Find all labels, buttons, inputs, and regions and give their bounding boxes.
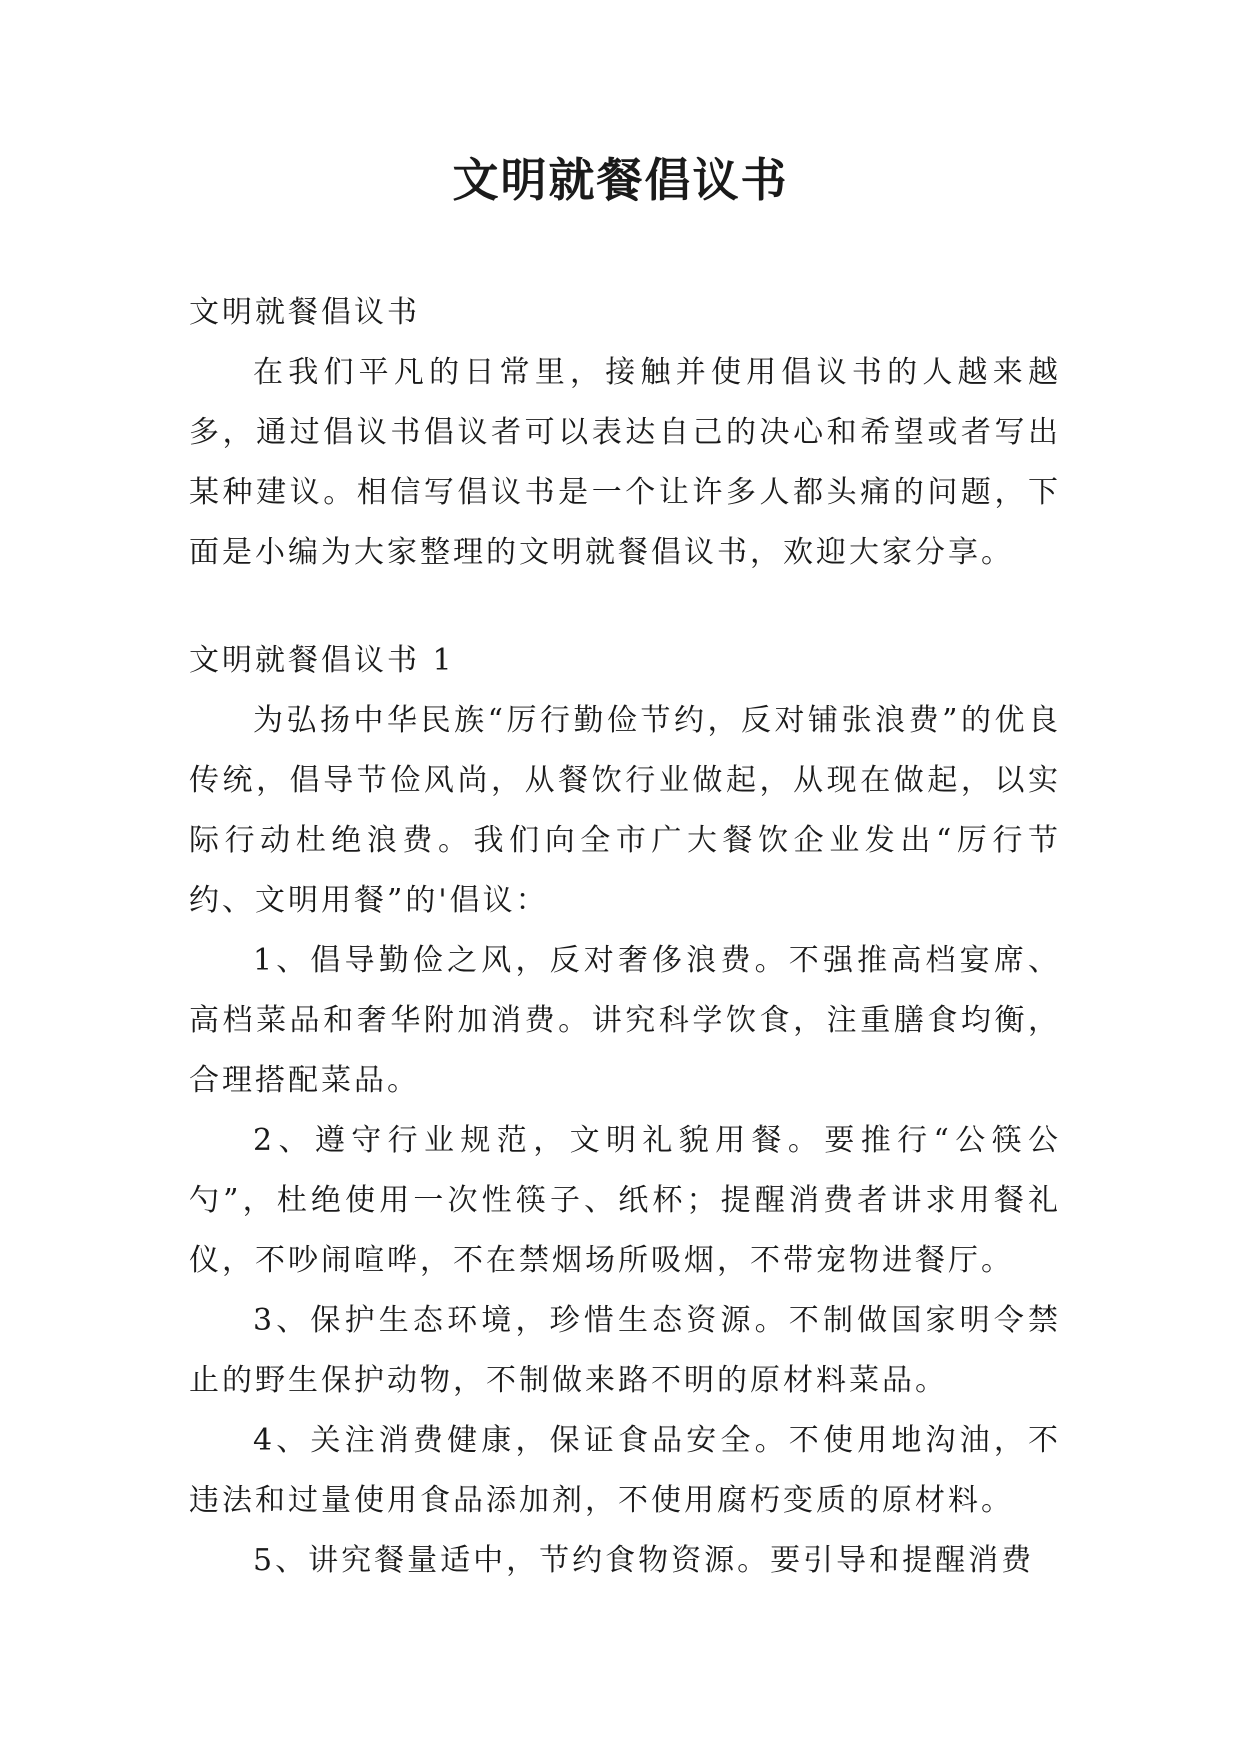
- proposal-item-2: 2、遵守行业规范，文明礼貌用餐。要推行“公筷公勺”，杜绝使用一次性筷子、纸杯；提醒消费者讲求用餐礼仪，不吵闹喧哗，不在禁烟场所吸烟，不带宠物进餐厅。: [189, 1123, 1061, 1278]
- proposal-item-3: 3、保护生态环境，珍惜生态资源。不制做国家明令禁止的野生保护动物，不制做来路不明的原材料菜品。: [189, 1303, 1061, 1398]
- document-title: 文明就餐倡议书: [452, 153, 789, 207]
- proposal-item-1: 1、倡导勤俭之风，反对奢侈浪费。不强推高档宴席、高档菜品和奢华附加消费。讲究科学饮食，注重膳食均衡，合理搭配菜品。: [189, 943, 1061, 1098]
- document-body: [189, 283, 1061, 1591]
- proposal-item-5: 5、讲究餐量适中，节约食物资源。要引导和提醒消费: [253, 1543, 1035, 1578]
- section-heading: 文明就餐倡议书 1: [189, 643, 455, 678]
- proposal-item-4: 4、关注消费健康，保证食品安全。不使用地沟油，不违法和过量使用食品添加剂，不使用腐朽变质的原材料。: [189, 1423, 1061, 1518]
- intro-paragraph: 在我们平凡的日常里，接触并使用倡议书的人越来越多，通过倡议书倡议者可以表达自己的决心和希望或者写出某种建议。相信写倡议书是一个让许多人都头痛的问题，下面是小编为大家整理的文明就餐倡议书，欢迎大家分享。: [189, 355, 1061, 570]
- section-intro-paragraph: 为弘扬中华民族“厉行勤俭节约，反对铺张浪费”的优良传统，倡导节俭风尚，从餐饮行业做起，从现在做起，以实际行动杜绝浪费。我们向全市广大餐饮企业发出“厉行节约、文明用餐”的'倡议：: [189, 703, 1061, 918]
- document-subtitle: 文明就餐倡议书: [189, 295, 420, 330]
